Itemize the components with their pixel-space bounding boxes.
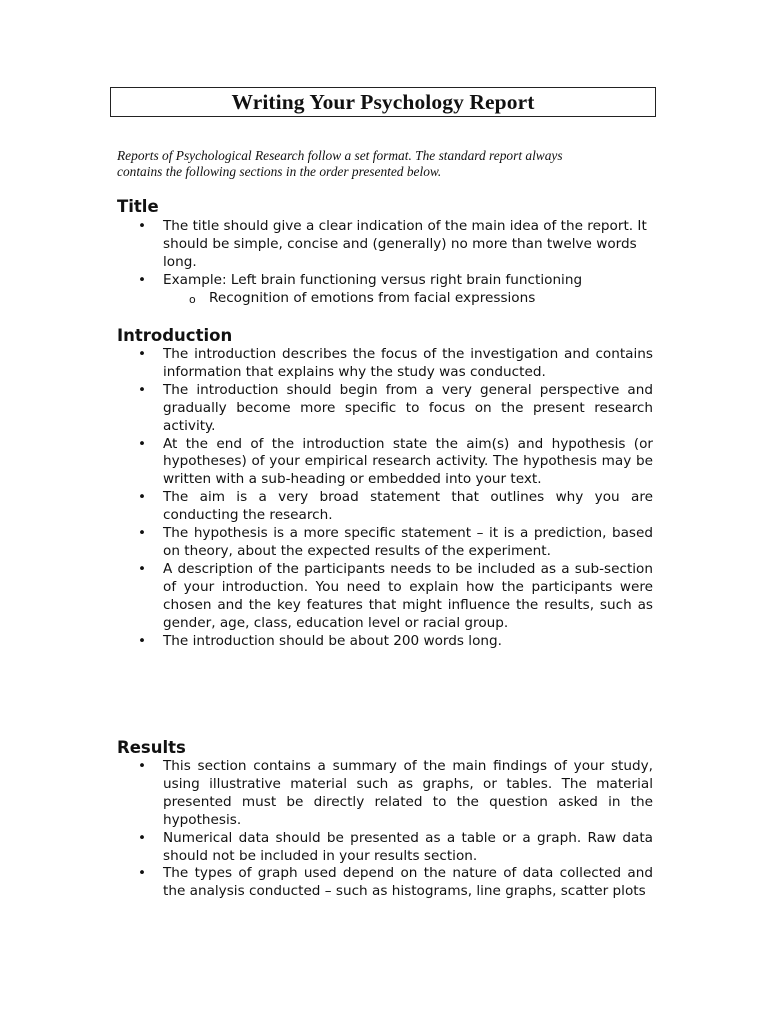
list-item — [117, 525, 653, 561]
list-item-text: The types of graph used depend on the nature of data collected and the analysis conducted – such as histograms, line graphs, scatter plots — [163, 865, 653, 900]
list-item-text: This section contains a summary of the main findings of your study, using illustrative material such as graphs, or tables. The material presented must be directly related to the question asked in the hypothesis. — [163, 758, 653, 828]
list-item-text: The introduction should begin from a very general perspective and gradually become more specific to focus on the present research activity. — [163, 381, 653, 434]
title-sub-bullet-list — [163, 290, 653, 308]
list-item-text: Numerical data should be presented as a table or a graph. Raw data should not be included in your results section. — [163, 829, 653, 864]
list-item — [117, 489, 653, 525]
list-item-text: The aim is a very broad statement that outlines why you are conducting the research. — [163, 489, 653, 524]
list-item — [117, 272, 653, 308]
list-item-text: A description of the participants needs to be included as a sub-section of your introduction. You need to explain how the participants were chosen and the key features that might influence the results, such as gender, age, class, education level or racial group. — [163, 560, 653, 631]
list-item — [117, 830, 653, 866]
list-item — [117, 346, 653, 382]
intro-line: contains the following sections in the order presented below. — [117, 164, 442, 179]
list-item — [117, 865, 653, 901]
results-bullet-list — [117, 758, 653, 901]
list-item-text: The title should give a clear indication of the main idea of the report. It should be simple, concise and (generally) no more than twelve words long. — [163, 218, 647, 270]
list-item — [117, 758, 653, 830]
title-bullet-list — [117, 218, 653, 308]
list-item-text: The introduction should be about 200 words long. — [163, 632, 502, 649]
list-item-text: At the end of the introduction state the aim(s) and hypothesis (or hypotheses) of your empirical research activity. The hypothesis may be written with a sub-heading or embedded into your text. — [163, 435, 653, 488]
list-item — [117, 218, 653, 272]
sub-list-item — [163, 290, 653, 308]
list-item-text: Example: Left brain functioning versus right brain functioning — [163, 271, 583, 288]
list-item — [117, 561, 653, 633]
document-title: Writing Your Psychology Report — [231, 89, 535, 114]
sub-list-item-text: Recognition of emotions from facial expressions — [209, 289, 536, 306]
list-item-text: The introduction describes the focus of the investigation and contains information that explains why the study was conducted. — [163, 346, 653, 380]
section-heading-results: Results — [117, 738, 186, 757]
document-title-box — [110, 87, 656, 117]
list-item-text: The hypothesis is a more specific statement – it is a prediction, based on theory, about the expected results of the experiment. — [163, 525, 653, 559]
list-item — [117, 633, 653, 651]
section-heading-introduction: Introduction — [117, 326, 233, 345]
section-heading-title: Title — [117, 197, 159, 216]
intro-line: Reports of Psychological Research follow a set format. The standard report always — [117, 148, 563, 163]
list-item — [117, 436, 653, 490]
intro-paragraph — [117, 148, 657, 180]
introduction-bullet-list — [117, 346, 653, 650]
list-item — [117, 382, 653, 436]
